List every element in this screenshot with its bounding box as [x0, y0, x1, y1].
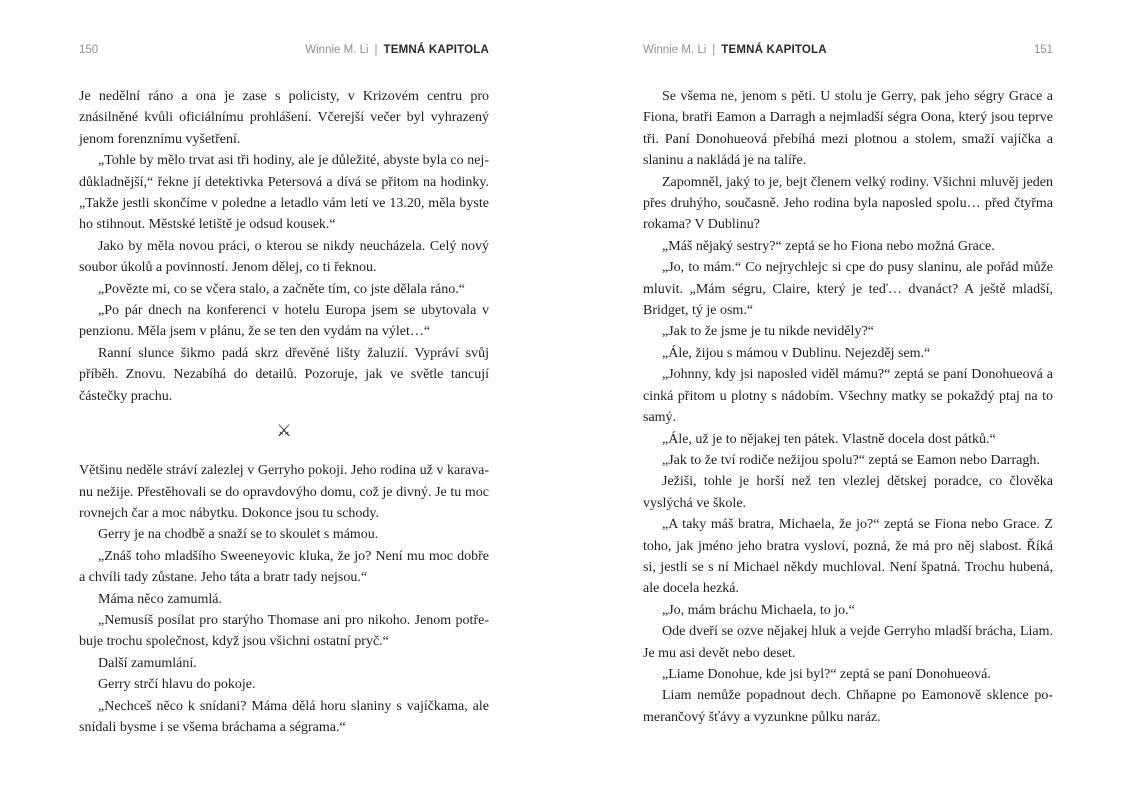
paragraph: Máma něco zamumlá. [98, 591, 223, 607]
paragraph: „Liame Donohue, kde jsi byl?“ zeptá se paní Donohueová. [662, 666, 991, 682]
paragraph: „A taky máš bratra, Michaela, že jo?“ zeptá se Fiona nebo Grace. Z toho, jak jméno jeho bratra vysloví, pozná, že má pro něj slabost. Říká si, jestli se s ní Michael někdy muchloval. Není špatná. Trochu hubená, ale docela hezká. [643, 517, 1053, 597]
paragraph: Ode dveří se ozve nějakej hluk a vejde Gerryho mladší brácha, Liam. Je mu asi devět nebo deset. [643, 624, 1053, 661]
paragraph: Gerry je na chodbě a snaží se to skoulet s mámou. [98, 527, 379, 543]
paragraph: „Tohle by mělo trvat asi tři hodiny, ale je důležité, abyste byla co nejdůkladnější,“ řekne jí detektivka Petersová a dívá se přitom na hodinky. „Takže jestli skončíme v poledne a letadlo vám letí ve 13.20, měla byste ho stihnout. Městské letiště je odsud kousek.“ [79, 153, 489, 233]
right-author: Winnie M. Li [643, 44, 707, 56]
left-running-title [305, 44, 489, 56]
left-book-title: TEMNÁ KAPITOLA [383, 44, 489, 56]
left-page-body [79, 86, 489, 738]
paragraph: Ježiši, tohle je horší než ten vlezlej dětskej poradce, co člověka vyslýchá ve škole. [643, 474, 1053, 511]
paragraph: „Johnny, kdy jsi naposled viděl mámu?“ zeptá se paní Donohueová a cinká přitom u plotny s nádobím. Všechny matky se pokaždý ptaj na to samý. [643, 367, 1053, 426]
paragraph: Další zamumlání. [98, 655, 197, 671]
right-page-body [643, 86, 1053, 728]
paragraph: Ranní slunce šikmo padá skrz dřevěné lišty žaluzií. Vypráví svůj příběh. Znovu. Nezabíhá do detailů. Pozoruje, jak ve světle tancují částečky prachu. [79, 345, 489, 404]
paragraph: „Povězte mi, co se včera stalo, a začněte tím, co jste dělala ráno.“ [98, 281, 465, 297]
right-page [643, 0, 1053, 800]
paragraph: „Po pár dnech na konferenci v hotelu Europa jsem se ubytovala v penzionu. Měla jsem v plánu, že se ten den vydám na výlet…“ [79, 303, 489, 340]
right-running-header [643, 44, 1053, 60]
paragraph: Je nedělní ráno a ona je zase s policisty, v Krizovém centru pro znásilněné kvůli oficiálnímu prohlášení. Včerejší večer byl vyhrazený jenom forenznímu vyšetření. [79, 89, 489, 147]
paragraph: „Jak to že tví rodiče nežijou spolu?“ zeptá se Eamon nebo Darragh. [662, 452, 1040, 468]
paragraph: Většinu neděle stráví zalezlej v Gerryho pokoji. Jeho rodina už v karavanu nežije. Přestěhovali se do opravdovýho domu, což je divný. Je tu moc rovnejch čar a moc nábytku. Dokonce jsou tu schody. [79, 463, 489, 521]
left-header-separator: | [374, 44, 378, 56]
paragraph: „Jo, to mám.“ Co nejrychlejc si cpe do pusy slaninu, ale pořád může mluvit. „Mám ségru, Claire, který je teď… dvanáct? A ještě mladší, Bridget, tý je osm.“ [643, 260, 1053, 319]
right-book-title: TEMNÁ KAPITOLA [721, 44, 827, 56]
paragraph: Liam nemůže popadnout dech. Chňapne po Eamonově sklence pomerančový šťávy a vyzunkne půlku naráz. [643, 688, 1053, 725]
paragraph: „Máš nějaký sestry?“ zeptá se ho Fiona nebo možná Grace. [662, 238, 995, 254]
paragraph: Se všema ne, jenom s pěti. U stolu je Gerry, pak jeho ségry Grace a Fiona, bratři Eamon a Darragh a nejmladší ségra Oona, který jsou teprve tři. Paní Donohueová přebíhá mezi plotnou a stolem, smaží vajíčka a slaninu a nakládá je na talíře. [643, 89, 1053, 169]
section-divider-icon: ⚔ [276, 421, 292, 441]
left-page-number: 150 [79, 44, 99, 56]
paragraph: Zapomněl, jaký to je, bejt členem velký rodiny. Všichni mluvěj jeden přes druhýho, současně. Jeho rodina byla naposled spolu… před čtyřma rokama? V Dublinu? [643, 174, 1053, 233]
paragraph: „Znáš toho mladšího Sweeneyovic kluka, že jo? Není mu moc dobře a chvíli tady zůstane. Jeho táta a bratr tady nejsou.“ [79, 548, 489, 586]
left-page [79, 0, 489, 800]
paragraph: „Ále, už je to nějakej ten pátek. Vlastně docela dost pátků.“ [662, 431, 996, 447]
right-header-separator: | [712, 44, 716, 56]
paragraph: „Nemusíš posílat pro starýho Thomase ani pro nikoho. Jenom potřebuje trochu společnost, když jsou všichni ostatní pryč.“ [79, 612, 489, 650]
right-running-title [643, 44, 827, 56]
paragraph: Jako by měla novou práci, o kterou se nikdy neucházela. Celý nový soubor úkolů a povinností. Jenom dělej, co ti řeknou. [79, 238, 489, 276]
paragraph: „Jak to že jsme je tu nikde neviděly?“ [662, 324, 874, 340]
left-running-header [79, 44, 489, 60]
paragraph: Gerry strčí hlavu do pokoje. [98, 677, 256, 693]
right-page-number: 151 [1033, 44, 1053, 56]
left-author: Winnie M. Li [305, 44, 369, 56]
paragraph: „Ále, žijou s mámou v Dublinu. Nejezděj sem.“ [662, 345, 931, 361]
paragraph: „Nechceš něco k snídani? Máma dělá horu slaniny s vajíčkama, ale snídali bysme i se všema bráchama a ségrama.“ [79, 698, 489, 735]
paragraph: „Jo, mám bráchu Michaela, to jo.“ [662, 602, 855, 618]
